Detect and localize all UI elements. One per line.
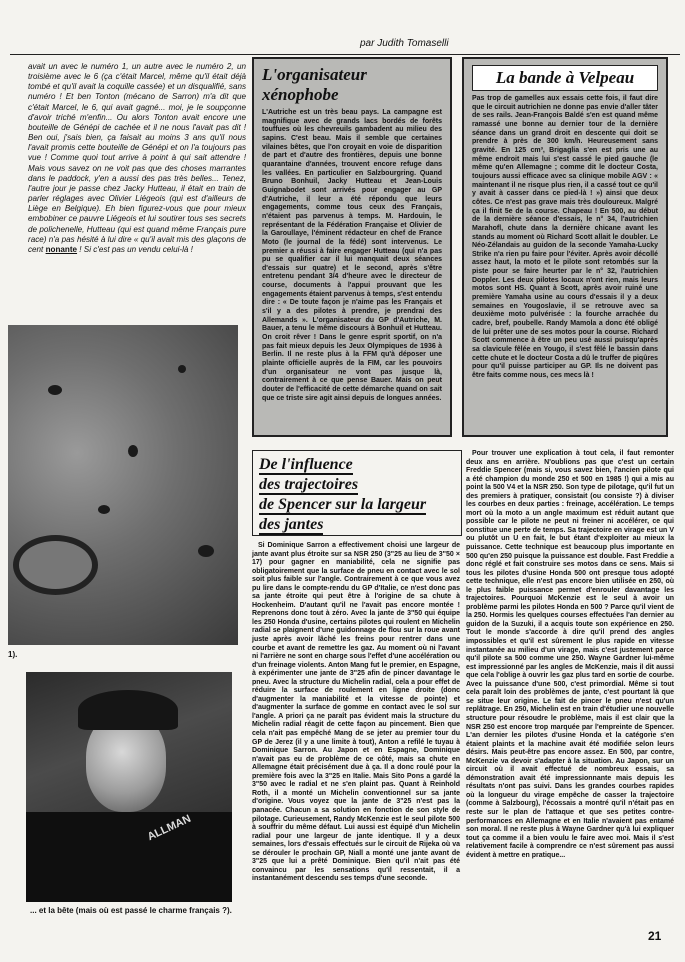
- sidebar-box-organisateur: [252, 57, 452, 437]
- box1-text: L'Autriche est un très beau pays. La campagne est magnifique avec de grands lacs bordés de forêts touffues où les chevreuils gambadent au milieu des sapins. C'est beau. Mais il semble que certaines vilaines bêtes, que l'on croyait en voie de disparition de part et d'autre des frontières, depuis une bonne quarantaine d'années, trouvent encore refuge dans les vallées. En particulier en Salzbourgring. Quand Bruno Bonhuil, Jacky Hutteau et Jean-Louis Guignabodet sont arrivés pour engager au GP d'Autriche, il leur a été répondu que leurs engagements, comme tous ceux des Français, n'étaient pas parvenus à temps. M. Hardouin, le représentant de la Fédération Française et Olivier de la Garoullaye, l'éminent rédacteur en chef de France Moto (le journal de la fédé) sont intervenus. Le premier a réussi à faire engager Hutteau (qui n'a pas pu se qualifier car il lui manquait deux séances d'essais sur quatre) et le second, après s'être entretenu pendant 3/4 d'heure avec le directeur de course, documents à l'appui prouvant que les engagements étaient parvenus à temps, s'est entendu dire : « De toute façon je n'aime pas les Français et s'il y a des pilotes à prendre, je prendrai des Allemands ». L'organisateur du GP d'Autriche, M. Bauer, a tenu le même discours à Bonhuil et Hutteau. On croit rêver ! Dans le genre esprit sportif, on n'a pas fait mieux depuis les Jeux Olympiques de 1936 à Berlin. Il ne reste plus à la FFM qu'à déposer une plainte officielle auprès de la FIM, car les pouvoirs d'un organisateur ne vont pas jusque là, contrairement à ce que pense Bauer. Mais on peut douter de l'efficacité de cette démarche quand on sait que ce triste sire agit ainsi depuis de longues années.: [262, 109, 442, 402]
- wheel-shape: [13, 535, 98, 595]
- article-title-line2: des trajectoires: [259, 476, 359, 493]
- article-col2-text: Pour trouver une explication à tout cela, il faut remonter deux ans en arrière. N'oublions pas que c'est un certain Freddie Spencer (mais si, vous savez bien, l'ancien pilote qui a été champion du monde 250 et 500 en 1985 !) qui a mis au point la 500 V4 et la NSR 250. Son type de pilotage, qu'il fut un des premiers à pratiquer, consistait (ou consiste ?) à diviser les courbes en deux parties : freinage, accélération. Le temps mort où la moto a un angle maximum est réduit autant que possible car le pilote ne peut ni freiner ni accélérer, ce qui constitue une perte de temps. Sa trajectoire en virage est un V ou plutôt un U en fait, le but étant d'exploiter au mieux la puissance. Cette technique est beaucoup plus importante en 500 qu'en 250 puisque la puissance est double. Fast Freddie a donc réglé et fait construire ses motos dans ce sens. Mais si tous les pilotes d'usine Honda 500 ont presque tous adopté cette technique, elle n'est pas encore bien utilisée en 250, où le plus faible puissance permet d'enrouler davantage les trajectoires. Pourquoi McKenzie est le seul à avoir un problème parmi les pilotes Honda en 500 ? Parce qu'il vient de la 250. Hormis les quelques courses effectuées l'an dernier au guidon de la Suzuki, il a acquis toute son expérience en 250. Tout le monde s'accorde à dire qu'il prend des angles impossibles et qu'il est sûrement le plus rapide en vitesse instantanée au milieu d'un virage, mais c'est justement parce qu'il pilote sa 500 comme une 250. Wayne Gardner lui-même est impressionné par les angles de McKenzie, mais il dit aussi que cela l'oblige à ouvrir les gaz plus tard en sortie de courbe. Avec la puissance d'une 500, c'est primordial. Même si tout cela paraît loin des problèmes de jante, c'est pourtant là que se situe leur origine. Le fait de pincer le pneu n'est qu'un replâtrage. En 250, Michelin est en train d'étudier une nouvelle structure pour résoudre le problème, mais il est clair que la NSR 250 est encore trop marquée par l'empreinte de Spencer. L'an dernier les pilotes d'usine Honda et la catégorie s'en étaient plaints et la machine avait été modifiée selon leurs désirs. Mais peut-être pas encore assez. En 500, par contre, McKenzie va devoir s'adapter à la situation. Au Japon, sur un circuit où il avait effectué de nombreux essais, sa démonstration avait été impressionnante mais depuis les résultats n'ont pas suivi. Dans les grandes courbes rapides où la longueur du virage empêche de casser la trajectoire (comme à Salzbourg), l'écossais a montré qu'il n'était pas en reste sur le plan de l'attaque et que ses petites contre-performances en Allemagne et en Italie n'avaient pas entamé son moral. Il ne reste plus à Wayne Gardner qu'à lui expliquer tout ça comme il a bien voulu le faire avec moi. Mais il s'est relativement facile à comprendre ce n'est sûrement pas aussi évident à mettre en pratique...: [466, 450, 674, 859]
- article-title-line3: de Spencer sur la largeur: [259, 496, 427, 513]
- page-number: 21: [648, 929, 662, 943]
- box1-title: L'organisateur xénophobe: [262, 65, 367, 104]
- article-title: [252, 450, 462, 536]
- jacket-logo: ALLMAN: [145, 812, 193, 844]
- article-title-line1: De l'influence: [259, 456, 353, 473]
- photo2-caption: ... et la bête (mais où est passé le charme français ?).: [30, 906, 232, 915]
- left-column-text: [28, 62, 246, 255]
- article-column-1: [252, 542, 460, 884]
- byline: par Judith Tomaselli: [360, 38, 449, 49]
- left-column-body: avait un avec le numéro 1, un autre avec le numéro 2, un troisième avec le 6 (ça c'était Marcel, même qu'il était déjà tombé et qu'il avait la coquille cassée) et un disqualifié, sans numéro ! Et ben Tonton (mécano de Sarron) m'a dit que c'était Marcel, le 6, qui avait gagné... moi, je le soupçonne d'avoir triché m'enfin... Ou alors Tonton avait encore une bouteille de Génépi de cachée et il ne nous l'avait pas dit ! Ben oui, j'sais bien, ça faisait au moins 3 ans qu'il nous l'avait promis cette bouteille de Génépi et on l'a toujours pas vue ! Comme quoi tout arrive à point à qui sait attendre ! Mais vous savez on ne voit pas que des choses marrantes dans le paddock, y'en a aussi des pas très belles... Tenez, l'autre jour je passe chez Jacky Hutteau, il était en train de parler réglages avec Olivier Liégeois (qui est d'ailleurs de Liège en Belgique). Eh bien figurez-vous que pour mieux embobiner ce pauvre Liégeois et lui soutirer tous ses secrets de polichenelle, Hutteau (qui est quand même Français pure race) n'a pas hésité à lui dire « qu'il avait mis des glaçons de cent: [28, 62, 246, 254]
- left-column-highlight: nonante: [45, 244, 78, 254]
- left-column-end: ! Si c'est pas un vendu celui-là !: [79, 244, 193, 254]
- photo-paddock-ground: [8, 325, 238, 645]
- article-col1-text: Si Dominique Sarron a effectivement choisi une largeur de jante avant plus étroite sur sa NSR 250 (3"25 au lieu de 3"50 × 17) pour gagner en maniabilité, cela ne signifie pas obligatoirement que la surface de pneu en contact avec le sol soit plus faible sur l'angle. Contrairement à ce que vous avez pu lire dans le compte-rendu du GP d'Italie, ce n'est donc pas sa jante étroite qui peut être à l'origine de sa chute à Hockenheim. D'autant qu'il ne l'avait pas encore montée ! Reprenons donc tout à zéro. Avec la jante de 3"50 qui équipe les 250 Honda d'usine, certains pilotes qui roulent en Michelin radial se plaignent d'une guidonnage de flou sur la roue avant juste après avoir lâché les freins pour rentrer dans une courbe et avant de remettre les gaz. Au moment où ni l'avant ni l'arrière ne sont en charge sous l'effet d'une accélération ou d'un freinage violents. Anton Mang fut le premier, en Espagne, à expérimenter une jante de 3"25 afin de pincer davantage le pneu. Avec la structure du Michelin radial, cela a pour effet de réduire la surface de roulement en ligne droite (donc d'augmenter la maniabilité et la vitesse de pointe) et d'augmenter la surface de gomme en contact avec le sol sur l'angle. A priori ça ne paraît pas évident mais la structure du Michelin radial réagit de cette façon au pincement. Bien que cela n'ait pas empêché Mang de se jeter au premier tour du GP de Jerez (il y a une limite à tout), Anton a refilé le tuyau à Dominique Sarron. Au Japon et en Espagne, Dominique n'avait pas eu de problème de ce côté, mais sa chute en Allemagne était précisément due à ça. Il a donc roulé pour la première fois avec la 3"25 en Italie. Mais Sito Pons a gardé la 3"50 avec le radial et ne s'en plaint pas. Quant à Reinhold Roth, il a monté un Michelin conventionnel sur sa jante d'origine. Vous voyez que la jante de 3"25 n'est pas la panacée. Chacun a sa solution en fonction de son style de pilotage. Curieusement, Randy McKenzie est le seul pilote 500 à souffrir du même défaut. Lui aussi est équipé d'un Michelin radial pour une largeur de jante identique. Il y a deux semaines, lors d'essais effectués sur le circuit de Rijeka où va se dérouler le prochain GP, Niall a monté une jante avant de 3"25 que lui a prêté Dominique. Bien qu'il n'ait pas été convaincu par les sensations qu'il ressentait, il a instantanément descendu ses temps d'une seconde.: [252, 542, 460, 883]
- article-column-2: [466, 450, 674, 860]
- top-rule: [10, 54, 680, 55]
- box2-text: Pas trop de gamelles aux essais cette fois, il faut dire que le circuit autrichien ne donne pas envie d'aller tâter de ses rails. Jean-François Baldé s'en est quand même ramassé une bonne au dernier tour de la dernière séance dans un grand droit en descente qui doit se prendre à près de 300 km/h. Heureusement sans gravité. En 125 cm³, Brigaglia s'en est pris une au même endroit mais lui s'est cassé le pied gauche (le même qu'en Allemagne ; comme dit le docteur Costa, toujours aussi efficace avec sa clinique mobile AGV : « maintenant il ne risque plus rien, il a cassé tout ce qu'il y avait à casser dans ce pied-là ! ») ainsi que deux côtes. Ce n'est pas grave mais très douloureux. Malgré ça il finit 5e de la course. Chapeau ! En 500, au début de la dernière séance d'essais, le n° 34, l'autrichien Marahofl, chute dans la dernière chicane avant les stands au moment où Richard Scott allait le doubler. Le Néo-Zélandais au guidon de la seconde Yamaha-Lucky Strike n'a rien pu faire pour l'éviter. Après avoir décollé assez haut, la moto et le pilote sont retombés sur la piste pour se faire heurter par le n° 32, l'autrichien Doppler. Les deux pilotes locaux n'ont rien, mais leurs motos sont HS. Quant à Scott, après avoir ruiné une première Yamaha usine au cours d'essais il y a deux semaines en Yougoslavie, il se retrouve avec sa deuxième moto pulvérisée : la fourche arrachée du cadre, bref, poubelle. Randy Mamola a donc été obligé de lui prêter une de ses motos pour la course. Richard Scott commence à être un peu usé aussi puisqu'après sa clavicule fêlée en Yougo, il s'est fêlé le bassin dans cette chute et le docteur Costa a dû le truffer de piqûres pour qu'il puisse participer au GP. Ils ne doivent pas être faits comme nous, ces mecs là !: [472, 95, 658, 379]
- box2-title: La bande à Velpeau: [472, 65, 658, 91]
- sidebar-box-velpeau: [462, 57, 668, 437]
- photo1-caption: 1).: [8, 650, 18, 659]
- photo-rider-portrait: [26, 672, 232, 902]
- article-title-line4: des jantes: [259, 516, 324, 533]
